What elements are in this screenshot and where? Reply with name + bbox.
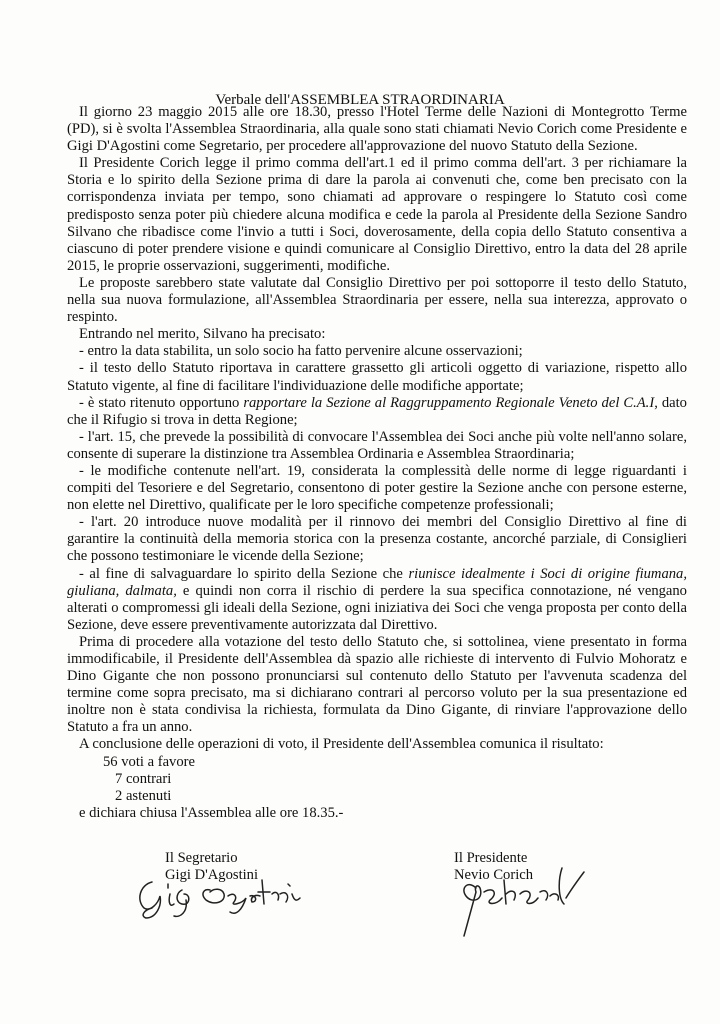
list-item-spirit-italic: riunisce idealmente i Soci di origine fiumana, giuliana, dalmata, (67, 565, 688, 599)
secretary-handwritten-signature (130, 860, 350, 920)
list-item-art20: - l'art. 20 introduce nuove modalità per il rinnovo dei membri del Consiglio Direttivo al fine di garantire la continuità della memoria storica con la presenza costante, ancorché parziale, di Consiglieri che possono testimoniare le vicende della Sezione; (67, 514, 687, 565)
paragraph-president-reading: Il Presidente Corich legge il primo comma dell'art.1 ed il primo comma dell'art. 3 per richiamare la Storia e lo spirito della Sezione prima di dare la parola ai convenuti che, come ben precisato con la corrispondenza inviata per tempo, sono chiamati ad approvare o respingere lo Statuto così come predisposto senza poter più chiedere alcuna modifica e cede la parola al Presidente della Sezione Sandro Silvano che ribadisce come l'invio a tutti i Soci, doverosamente, della copia dello Statuto consentiva a ciascuno di poter prendere visione e quindi comunicare al Consiglio Direttivo, entro la data del 28 aprile 2015, le proprie osservazioni, suggerimenti, modifiche. (67, 155, 687, 274)
list-item-spirit (67, 566, 687, 634)
list-item-spirit-before: - al fine di salvaguardare lo spirito della Sezione che (79, 565, 409, 582)
list-item-cai-before: - è stato ritenuto opportuno (79, 394, 244, 411)
secretary-signature-block (165, 850, 365, 940)
document-body (67, 104, 687, 822)
list-item-art15: - l'art. 15, che prevede la possibilità di convocare l'Assemblea dei Soci anche più volte nell'anno solare, consente di superare la distinzione tra Assemblea Ordinaria e Assemblea Straordinaria; (67, 428, 687, 462)
president-signature-block (454, 850, 654, 940)
votes-favor: 56 voti a favore (103, 753, 195, 770)
paragraph-opening: Il giorno 23 maggio 2015 alle ore 18.30, presso l'Hotel Terme delle Nazioni di Montegrotto Terme (PD), si è svolta l'Assemblea Straordinaria, alla quale sono stati chiamati Nevio Corich come Presidente e Gigi D'Agostini come Segretario, per procedere all'approvazione del nuovo Statuto della Sezione. (67, 104, 687, 155)
list-item-observations: - entro la data stabilita, un solo socio ha fatto pervenire alcune osservazioni; (79, 343, 523, 360)
paragraph-merit-intro: Entrando nel merito, Silvano ha precisato: (79, 326, 326, 343)
list-item-spirit-after: e quindi non corra il rischio di perdere la sua specifica connotazione, né vengano alterati o compromessi gli ideali della Sezione, ogni iniziativa dei Soci che venga proposta per conto della Sezione, deve essere preventivamente autorizzata dal Direttivo. (67, 582, 687, 633)
president-role: Il Presidente (454, 850, 528, 866)
list-item-cai-italic: rapportare la Sezione al Raggruppamento Regionale Veneto del C.A.I (243, 394, 655, 411)
list-item-bold-text: - il testo dello Statuto riportava in carattere grassetto gli articoli oggetto di variazione, rispetto allo Statuto vigente, al fine di facilitare l'individuazione delle modifiche apportate; (67, 360, 687, 394)
list-item-cai (67, 395, 687, 429)
paragraph-proposals: Le proposte sarebbero state valutate dal Consiglio Direttivo per poi sottoporre il testo dello Statuto, nella sua nuova formulazione, all'Assemblea Straordinaria per essere, nella sua interezza, approvato o respinto. (67, 274, 687, 326)
list-item-cai-after: , dato che il Rifugio si trova in detta Regione; (67, 394, 687, 428)
closing-line: e dichiara chiusa l'Assemblea alle ore 18.35.- (79, 804, 344, 821)
secretary-role: Il Segretario (165, 850, 238, 866)
secretary-name: Gigi D'Agostini (165, 867, 259, 883)
document-title: Verbale dell'ASSEMBLEA STRAORDINARIA (215, 92, 505, 108)
paragraph-before-vote: Prima di procedere alla votazione del testo dello Statuto che, si sottolinea, viene presentato in forma immodificabile, il Presidente dell'Assemblea dà spazio alle richieste di intervento di Fulvio Mohoratz e Dino Gigante che non possono pronunciarsi sul contenuto dello Statuto per l'avvenuta scadenza del termine come sopra precisato, ma si dichiarano contrari al percorso voluto per la sua presentazione ed inoltre non è stata condivisa la richiesta, formulata da Dino Gigante, di rinviare l'approvazione dello Statuto a fra un anno. (67, 633, 687, 736)
votes-against: 7 contrari (115, 770, 172, 787)
paragraph-vote-result: A conclusione delle operazioni di voto, il Presidente dell'Assemblea comunica il risultato: (79, 736, 604, 753)
votes-abstain: 2 astenuti (115, 787, 172, 804)
list-item-art19: - le modifiche contenute nell'art. 19, considerata la complessità delle norme di legge riguardanti i compiti del Tesoriere e del Segretario, consentono di poter gestire la Sezione anche con persone esterne, non elette nel Direttivo, qualificate per le loro specifiche competenze professionali; (67, 462, 687, 514)
president-handwritten-signature (454, 858, 614, 938)
president-name: Nevio Corich (454, 867, 534, 883)
vote-results (67, 754, 687, 805)
